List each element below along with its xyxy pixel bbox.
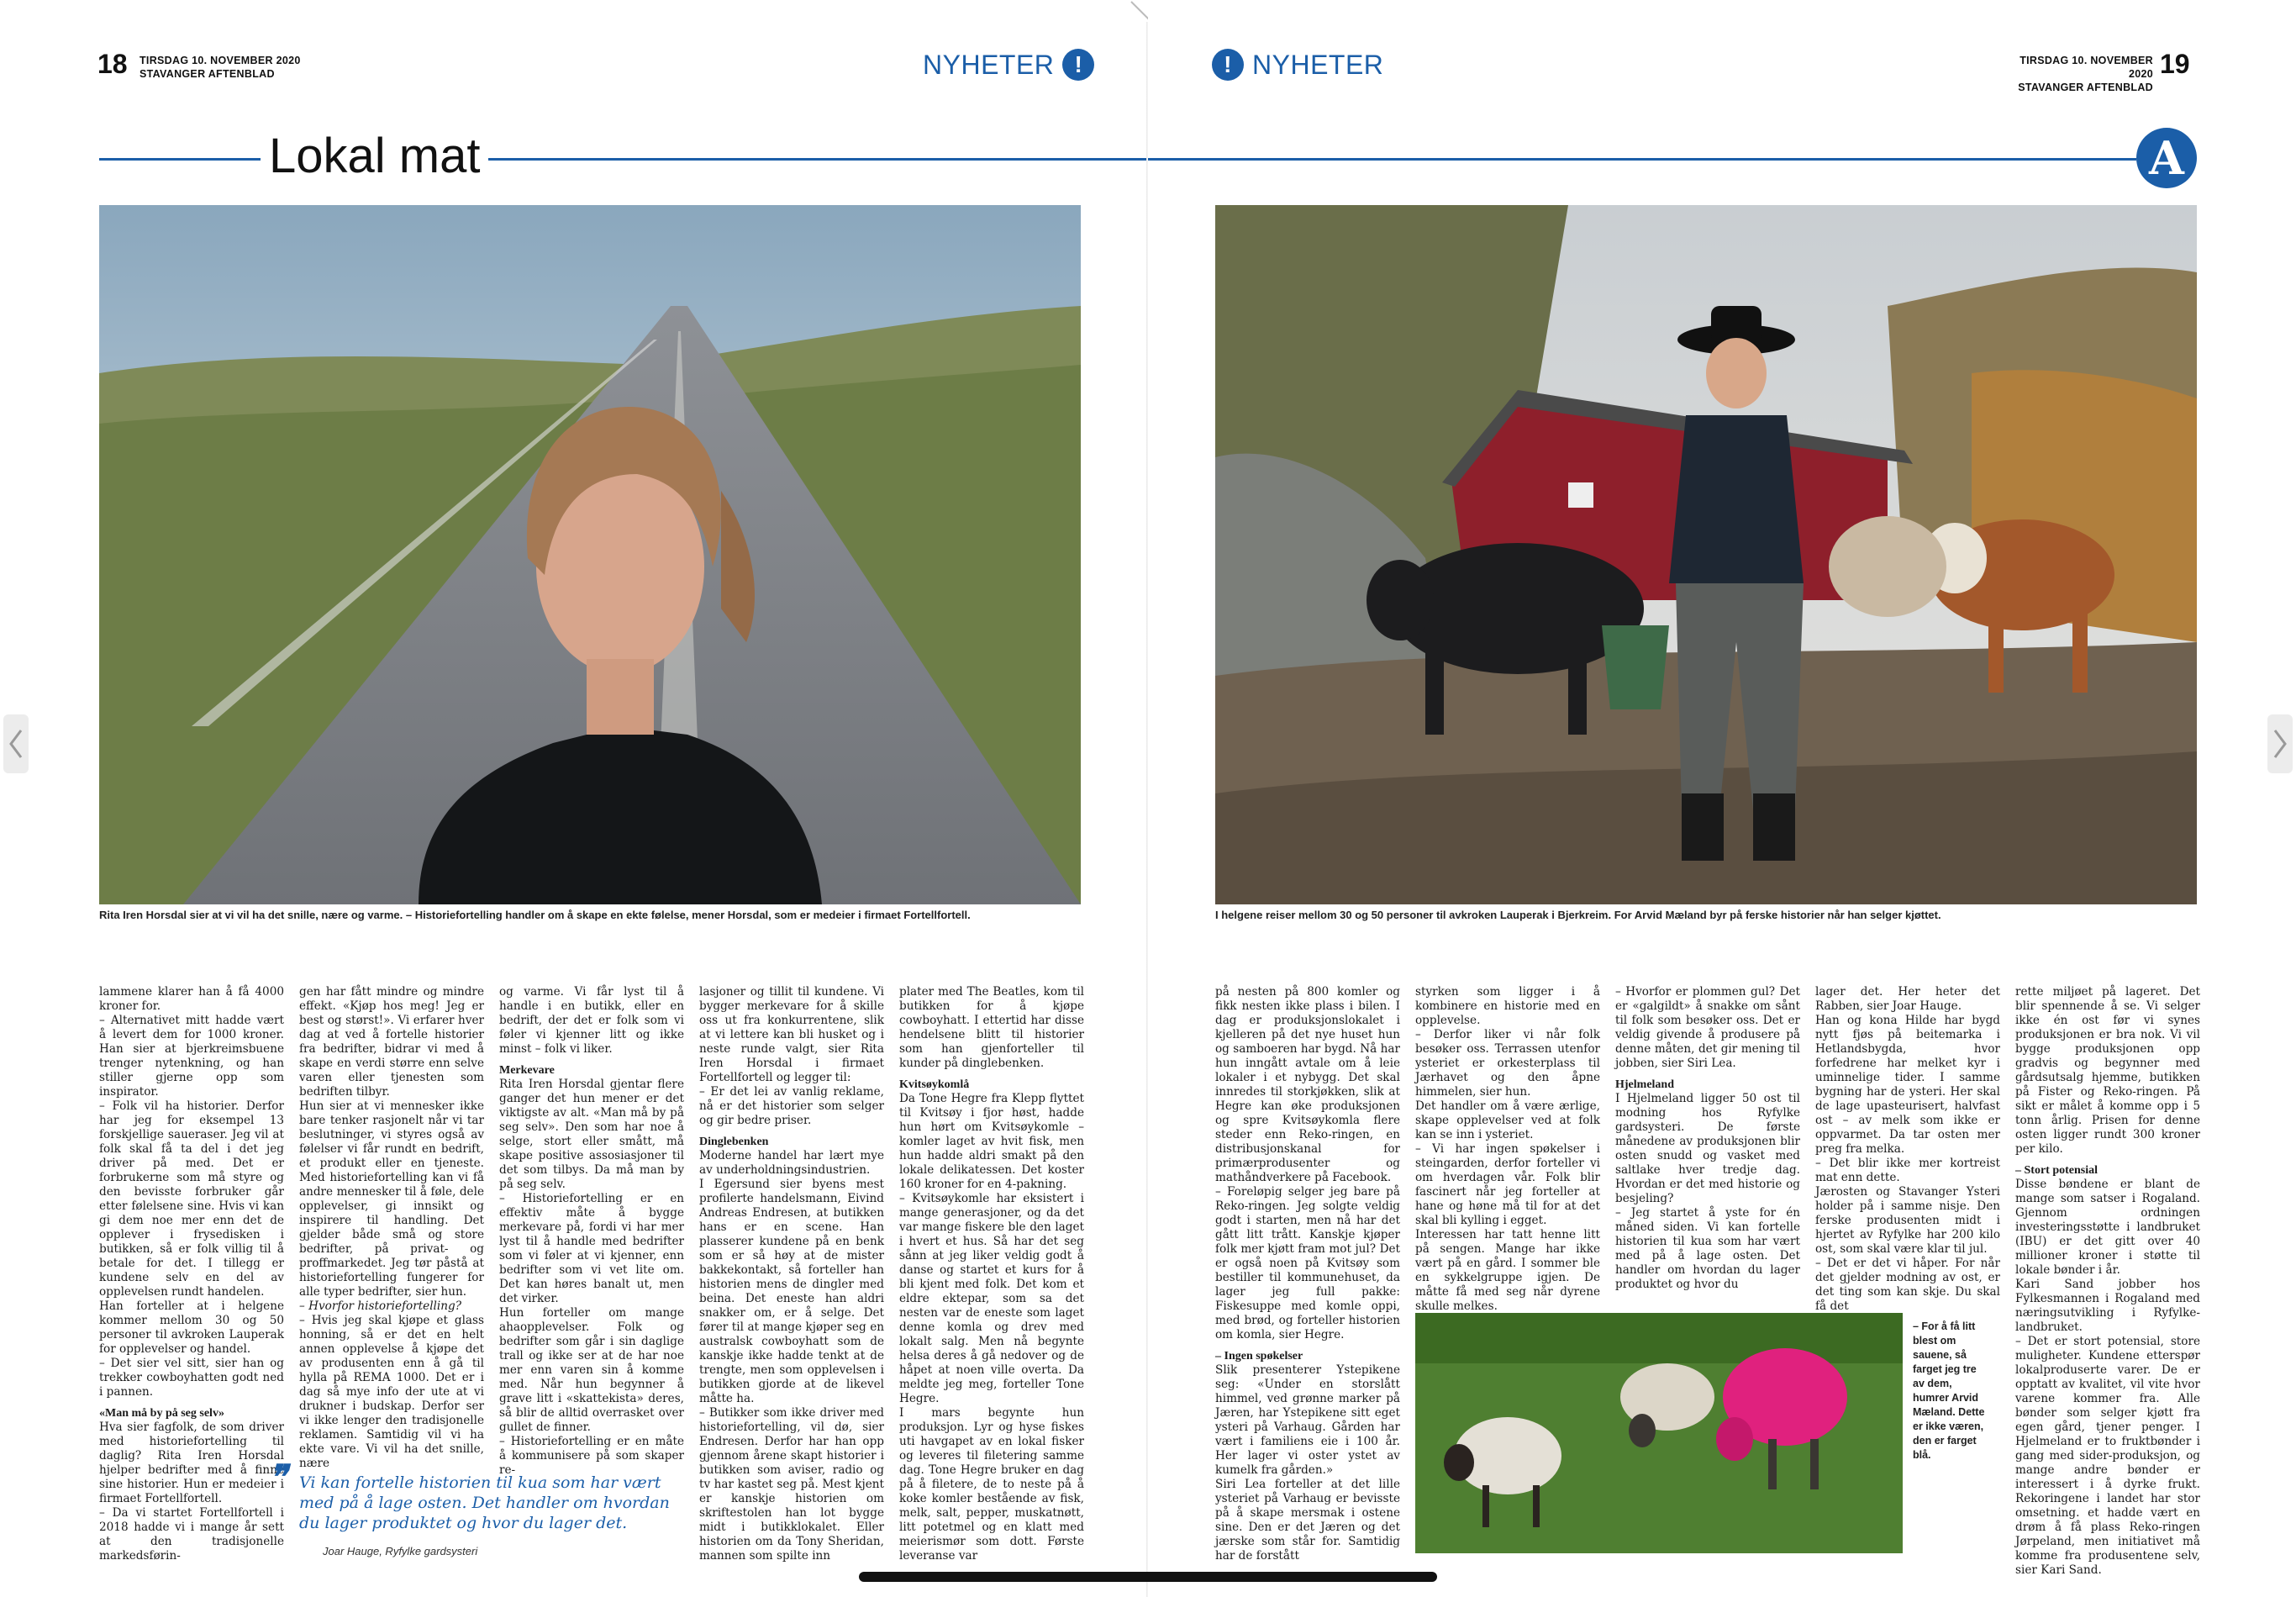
subhead: Kvitsøykomlå [899, 1078, 970, 1091]
paragraph: Han forteller at i helgene kommer mellom 30 og 50 personer til avkroken Lauperak for opplevelser og handel. [99, 1299, 284, 1356]
photo-caption: I helgene reiser mellom 30 og 50 personer til avkroken Lauperak i Bjerkreim. For Arvid Mæland byr på ferske historier når han selger kjøttet. [1215, 909, 1941, 921]
exclamation-icon: ! [1062, 49, 1094, 81]
article-column-2 [299, 985, 484, 1471]
paragraph: Hva sier fagfolk, de som driver med historiefortelling til daglig? Rita Iren Horsdal hjelper bedrifter med å finne sine historier. Hun er medeier i firmaet Fortellfortell. [99, 1420, 284, 1505]
subhead: Dinglebenken [699, 1136, 769, 1148]
date: TIRSDAG 10. NOVEMBER 2020 [140, 55, 301, 66]
subhead: «Man må by på seg selv» [99, 1407, 224, 1420]
headline-rule [99, 158, 1148, 161]
paragraph: – Kvitsøykomle har eksistert i mange generasjoner, og da det var mange fiskere ble den laget i hvert et hus. Så har det seg sånn at jeg liker veldig godt å danse og startet et kurs for å bli kjent med folk. Det kom et eldre ektepar, som sa det nesten var de eneste som laget denne komla og drev med lokalt salg. Men nå begynte helsa deres å gå nedover og de håpet at noen ville overta. Da meldte jeg meg, forteller Tone Hegre. [899, 1192, 1084, 1405]
paragraph: I Hjelmeland ligger 50 ost til modning hos Ryfylke gardsysteri. De første månedene av produksjonen blir osten snudd og vasket med saltlake hver tredje dag. Hvordan er det med historie og besjeling? [1615, 1092, 1800, 1205]
sheep-photo-caption: – For å få litt blest om sauene, så farget jeg tre av dem, humrer Arvid Mæland. Dette er ikke væren, den er farget blå. [1913, 1320, 1985, 1461]
paragraph: lager det. Her heter det Rabben, sier Joar Hauge. [1815, 985, 2000, 1013]
article-column-2 [1415, 985, 1600, 1314]
paragraph: – Derfor liker vi når folk besøker oss. Terrassen utenfor ysteriet er orkesterplass til Jærhavet og den åpne himmelen, sier hun. [1415, 1028, 1600, 1099]
paragraph: – Butikker som ikke driver med historiefortelling, vil dø, sier Endresen. Derfor har han opp gjennom årene skapt historier i butikken som aviser, radio og tv har kastet seg på. Mest kjent er kanskje historien om skriftestolen han lot bygge midt i butikklokalet. Eller historien om da Tony Sheridan, mannen som spilte inn [699, 1406, 884, 1563]
paragraph: – Foreløpig selger jeg bare på Reko-ringen. Jeg solgte veldig godt i starten, men nå har det gått litt trått. Kanskje kjøper folk mer kjøtt fram mot jul? Det er også noen på Kvitsøy som bestiller til kommunehuset, da lager jeg full pakke: Fiskesuppe med komle oppi, med brød, og forteller historien om komla, sier Hegre. [1215, 1185, 1400, 1341]
portrait-photo [99, 205, 1081, 904]
paragraph: – Jeg startet å yste for én måned siden. Vi kan fortelle historien til kua som har vært med på å lage osten. Det handler om hvordan du lager produktet og hvor du [1615, 1206, 1800, 1291]
subhead: – Ingen spøkelser [1215, 1350, 1303, 1362]
paragraph: Slik presenterer Ystepikene seg: «Under en storslått himmel, ved grønne marker på Jæren, har Ystepikene sitt eget ysteri på Varhaug. Gården har vært i familiens eie i 100 år. Her lager vi oster ystet av kumelk fra gården.» [1215, 1363, 1400, 1477]
date: TIRSDAG 10. NOVEMBER 2020 [2020, 55, 2153, 80]
paragraph: lasjoner og tillit til kundene. Vi bygger merkevare for å skille oss ut fra konkurrentene, slik at vi lettere kan bli husket og i neste runde valgt, sier Rita Iren Horsdal i firmaet Fortellfortell og legger til: [699, 985, 884, 1084]
article-column-3 [499, 985, 684, 1478]
right-page [1148, 0, 2296, 1597]
farmer-cattle-photo [1215, 205, 2197, 904]
paragraph: styrken som ligger i å kombinere en historie med en opplevelse. [1415, 985, 1600, 1027]
dateline [2002, 54, 2153, 94]
exclamation-icon: ! [1212, 49, 1244, 81]
pull-quote [269, 1457, 674, 1533]
paragraph: Moderne handel har lært mye av underholdningsindustrien. [699, 1149, 884, 1177]
paragraph: plater med The Beatles, kom til butikken for å kjøpe cowboyhatt. I ettertid har disse hendelsene blitt til historier som han gjenforteller til kunder på dinglebenken. [899, 985, 1084, 1070]
paragraph: – Hvis jeg skal kjøpe et glass honning, så er det en helt annen opplevelse å kjøpe det av produsenten enn å gå til hylla på REMA 1000. Det er i dag så mye info der ute at vi drukner i budskap. Derfor ser vi ikke lenger den tradisjonelle reklamen. Samtidig vil vi ha ekte vare. Vi vil ha det snille, nære [299, 1314, 484, 1470]
paragraph: Rita Iren Horsdal gjentar flere ganger det hun mener er det viktigste av alt. «Man må by på seg selv». Den som har noe å selge, stort eller smått, må skape positive assosiasjoner til det som tilbys. Da må man by på seg selv. [499, 1078, 684, 1191]
quote-mark-icon: ❞ [269, 1457, 287, 1497]
subhead: – Stort potensial [2015, 1164, 2098, 1177]
subhead: Hjelmeland [1615, 1078, 1674, 1091]
publication: STAVANGER AFTENBLAD [2018, 82, 2153, 93]
paragraph: og varme. Vi får lyst til å handle i en butikk, eller en bedrift, der det er folk som vi føler vi kjenner litt og ikke minst – folk vi liker. [499, 985, 684, 1056]
paragraph: Hun sier at vi mennesker ikke bare tenker rasjonelt når vi tar beslutninger, vi styres også av følelser vi får rundt en bedrift, et produkt eller en tjeneste. Med historiefortelling kan vi få andre mennesker til å føle, dele opplevelser, gi innsikt og inspirere til handling. Det gjelder både små og store bedrifter, på privat- og proffmarkedet. Jeg tør påstå at historiefortelling fungerer for alle typer bedrifter, sier hun. [299, 1099, 484, 1299]
paragraph: på nesten på 800 komler og fikk nesten ikke plass i bilen. I dag er produksjonslokalet i kjelleren på det nye huset hun og samboeren har bygd. Nå har hun inngått avtale om å leie lokaler i et nybygg. Det skal innredes til storkjøkken, slik at Hegre kan øke produksjonen og spre Kvitsøykomla flere steder enn Reko-ringen, en distribusjonskanal for primærprodusenter og mathåndverkere på Facebook. [1215, 985, 1400, 1184]
page-number: 18 [97, 49, 128, 79]
paragraph: lammene klarer han å få 4000 kroner for. [99, 985, 284, 1013]
paragraph: – Det blir ikke mer kortreist mat enn dette. [1815, 1157, 2000, 1184]
home-indicator[interactable] [859, 1572, 1437, 1582]
page-number: 19 [2160, 49, 2190, 79]
paragraph: – Hvorfor historiefortelling? [299, 1299, 461, 1313]
paragraph: – Da vi startet Fortellfortell i 2018 hadde vi i mange år sett at den tradisjonelle markedsførin- [99, 1506, 284, 1563]
article-column-5 [899, 985, 1084, 1563]
paragraph: gen har fått mindre og mindre effekt. «Kjøp hos meg! Jeg er best og størst!». Vi erfarer hver dag at ved å fortelle historier fra bedrifter, bidrar vi med å skape en verdi større enn selve varen eller tjenesten som bedriften tilbyr. [299, 985, 484, 1099]
headline: Lokal mat [261, 126, 488, 187]
headline-rule [1148, 158, 2136, 161]
pull-quote-byline: Joar Hauge, Ryfylke gardsysteri [323, 1545, 478, 1557]
paragraph: – Folk vil ha historier. Derfor har jeg for eksempel 13 forskjellige saueraser. Jeg vil at folk skal få ta del i det jeg driver på med. Det er forbrukerne som må styre og den bevisste forbruker går etter følelsene sine. Hvis vi kan gi dem noe mer enn det de opplever i frysedisken i butikken, så er folk villig til å betale for det. I tillegg er kundene selv en del av opplevelsen rundt handelen. [99, 1099, 284, 1299]
logo-letter: A [2149, 131, 2184, 185]
paragraph: – Historiefortelling er en effektiv måte å bygge merkevare på, fordi vi har mer lyst til å handle med bedrifter som vi føler at vi kjenner, enn bedrifter som vi vet lite om. Det kan høres banalt ut, men det virker. [499, 1192, 684, 1305]
section-name: NYHETER [1252, 49, 1384, 80]
paragraph: Han og kona Hilde har bygd nytt fjøs på beitemarka i Hetlandsbygda, hvor forfedrene har melket kyr i uminnelige tider. I samme bygning har de ysteri. Her skal de lage upasteurisert, halvfast ost – av melk som ikke er oppvarmet. Da tar osten mer preg fra melka. [1815, 1014, 2000, 1156]
paragraph: Jærosten og Stavanger Ysteri holder på i samme nisje. Den ferske produsenten midt i hjertet av Ryfylke har 200 kilo ost, som skal være klar til jul. [1815, 1185, 2000, 1256]
paragraph: – Det sier vel sitt, sier han og trekker cowboyhatten godt ned i pannen. [99, 1357, 284, 1399]
paragraph: rette miljøet på lageret. Det blir spennende å se. Vi selger ikke én ost før vi synes produksjonen er bra nok. Vi vil bygge produksjonen opp gradvis og begynner med gårdsutsalg hjemme, butikken på Fister og Reko-ringen. På sikt er målet å komme opp i 5 tonn årlig. Prisen for denne osten ligger rundt 300 kroner per kilo. [2015, 985, 2200, 1156]
section-label [923, 49, 1094, 81]
article-column-3 [1615, 985, 1800, 1292]
article-column-1 [1215, 985, 1400, 1563]
section-label [1212, 49, 1383, 81]
subhead: Merkevare [499, 1064, 555, 1077]
paragraph: – Alternativet mitt hadde vært å levert dem for 1000 kroner. Han sier at bjerkreimsbuene trenger nytenkning, og han stiller gjerne opp som inspirator. [99, 1014, 284, 1099]
paragraph: I mars begynte hun produksjon. Lyr og hyse fiskes uti havgapet av en lokal fisker og leveres til filetering samme dag. Tone Hegre bruker en dag på å filetere, de to neste på å koke komler bestående av fisk, melk, salt, pepper, muskatnøtt, litt potetmel og en klatt med meierismør som dott. Første leveranse var [899, 1406, 1084, 1563]
article-column-5 [2015, 985, 2200, 1578]
paragraph: – Historiefortelling er en måte å kommunisere på som skaper re- [499, 1435, 684, 1477]
article-column-4 [699, 985, 884, 1563]
paragraph: Da Tone Hegre fra Klepp flyttet til Kvitsøy i fjor høst, hadde hun hørt om Kvitsøykomle – komler laget av hvit fisk, men hun hadde aldri smakt på den lokale delikatessen. Det koster 160 kroner for en 4-pakning. [899, 1092, 1084, 1191]
paragraph: Hun forteller om mange ahaopplevelser. Folk og bedrifter som går i sin daglige trall og ikke ser at de har noe mer enn varen sin å komme med. Når hun begynner å grave litt i «skattekista» deres, så blir de alltid overrasket over gullet de finner. [499, 1306, 684, 1434]
article-column-1 [99, 985, 284, 1563]
chevron-left-icon[interactable] [3, 714, 29, 773]
paragraph: Det handler om å være ærlige, skape opplevelser ved at folk kan se inn i ysteriet. [1415, 1099, 1600, 1141]
paragraph: I Egersund sier byens mest profilerte handelsmann, Eivind Andreas Endresen, at butikken hans er en scene. Han plasserer kundene på en benk som er så høy at de mister bakkekontakt, så forteller han historien mens de dingler med beina. Det eneste han aldri snakker om, er å selge. Det fører til at mange kjøper seg en australsk cowboyhatt som de kanskje ikke hadde tenkt at de trengte, men som opplevelsen i butikken gjorde at de likevel måtte ha. [699, 1178, 884, 1405]
dateline [140, 54, 301, 81]
paragraph: – Det er det vi håper. For når det gjelder modning av ost, er det ting som kan skje. Du skal få det [1815, 1257, 2000, 1313]
paragraph: – Hvorfor er plommen gul? Det er «galgildt» å snakke om sånt til folk som besøker oss. Det er veldig givende å produsere på denne måten, det gir mening til jobben, sier Siri Lea. [1615, 985, 1800, 1070]
paragraph: Disse bøndene er blant de mange som satser i Rogaland. Gjennom ordningen investeringsstøtte i landbruket (IBU) er det gitt over 40 millioner kroner i støtte til lokale bønder i år. [2015, 1178, 2200, 1277]
pull-quote-text: Vi kan fortelle historien til kua som har vært med på å lage osten. Det handler om hvordan du lager produktet og hvor du lager det. [299, 1473, 670, 1532]
paragraph: – Det er stort potensial, store muligheter. Kundene etterspør lokalproduserte varer. De er opptatt av kvalitet, vil vite hvor varene kommer fra. Alle bønder som selger kjøtt fra egen gård, tjener penger. I Hjelmeland er to fruktbønder i gang med sider-produksjon, og mange andre bønder er interessert i å dyrke frukt. Rekoringene i landet har stor omsetning. et hadde vært en drøm å få plass Reko-ringen Jørpeland, men initiativet må komme fra produsentene selv, sier Kari Sand. [2015, 1335, 2200, 1577]
publication: STAVANGER AFTENBLAD [140, 68, 275, 80]
article-column-4 [1815, 985, 2000, 1314]
paragraph: Interessen har tatt henne litt på sengen. Mange har ikke vært på en gård. I sommer ble en sykkelgruppe igjen. De måtte få med seg når dyrene skulle melkes. [1415, 1228, 1600, 1313]
paragraph: – Vi har ingen spøkelser i steingarden, derfor forteller vi om hverdagen vår. Folk blir fascinert når jeg forteller at hane og høne må til for at det skal bli kylling i egget. [1415, 1142, 1600, 1227]
photo-caption: Rita Iren Horsdal sier at vi vil ha det snille, nære og varme. – Historiefortelling handler om å skape en ekte følelse, mener Horsdal, som er medeier i firmaet Fortellfortell. [99, 909, 971, 921]
chevron-right-icon[interactable] [2267, 714, 2293, 773]
paragraph: – Er det lei av vanlig reklame, nå er det historier som selger og gir bedre priser. [699, 1085, 884, 1127]
paragraph: Kari Sand jobber hos Fylkesmannen i Rogaland med næringsutvikling i Ryfylke-landbruket. [2015, 1278, 2200, 1334]
aftenblad-logo-icon [2136, 128, 2197, 188]
paragraph: Siri Lea forteller at det lille ysteriet på Varhaug er bevisste på å skape mersmak i ostene sine. Den er det Jæren og det jærske som står for. Samtidig har de forstått [1215, 1478, 1400, 1563]
sheep-photo [1415, 1313, 1903, 1553]
section-name: NYHETER [923, 49, 1055, 80]
